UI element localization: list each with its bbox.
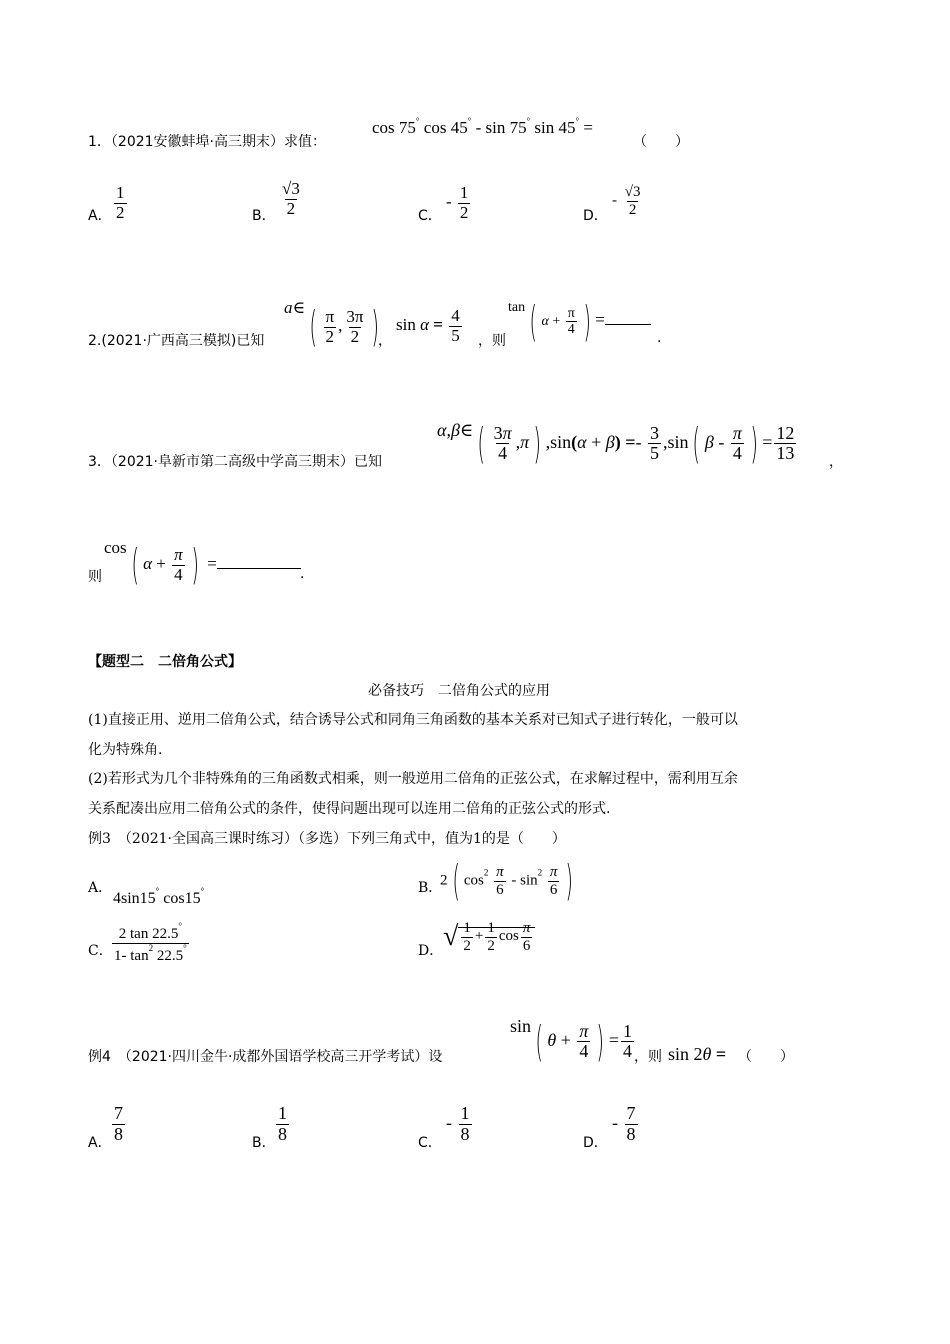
- ex3-option-b-value: 2 ( $\cos^2$ $\frac{\pi}{6}$ - $\sin^2$ $\frac{\pi}{6}$ ): [440, 856, 574, 905]
- ex3-option-d-value: √ $\frac{1}{2}$ + $\frac{1}{2}$ cos $\frac{\pi}{6}$: [443, 920, 535, 954]
- ex4-then: ，则: [634, 1049, 662, 1065]
- q1-formula: cos 75° cos 45° - sin 75° sin 45° =: [372, 116, 593, 137]
- tip-para1-line1: (1)直接正用、逆用二倍角公式，结合诱导公式和同角三角函数的基本关系对已知式子进行转化，一般可以: [88, 712, 738, 728]
- ex3-option-a-value: 4sin15° cos15°: [113, 886, 205, 907]
- tip-para2-line1: (2)若形式为几个非特殊角的三角函数式相乘，则一般逆用二倍角的正弦公式，在求解过程中，需利用互余: [88, 771, 738, 787]
- q3-then: 则: [88, 569, 102, 585]
- ex4-ask-expression: sin 2θ =: [668, 1044, 727, 1064]
- q2-tail: .: [657, 330, 662, 346]
- q1-option-a-label: A．: [88, 208, 112, 224]
- q3-tail: .: [300, 566, 305, 582]
- q1-option-a-value: $\frac{1}{2}$: [116, 183, 125, 222]
- q2-ask-expression: tan ( α + $\frac{\pi}{4}$ ) =: [508, 300, 651, 343]
- ex4-option-a-label: A．: [88, 1135, 112, 1151]
- ex4-option-a-value: $\frac{7}{8}$: [114, 1103, 123, 1144]
- ex3-stem: 例3 （2021·全国高三课时练习）（多选）下列三角式中，值为1的是（ ）: [88, 831, 566, 847]
- ex4-bracket: （ ）: [738, 1049, 794, 1065]
- ex3-option-c-label: C．: [88, 943, 113, 959]
- ex4-option-c-value: - $\frac{1}{8}$: [446, 1103, 470, 1144]
- q3-ask-expression: cos ( α + $\frac{\pi}{4}$ ) =: [104, 538, 301, 586]
- q2-condition-interval: a∈ ( $\frac{\pi}{2}$ , $\frac{3\pi}{2}$ ): [284, 298, 380, 352]
- ex4-option-c-label: C．: [418, 1135, 442, 1151]
- ex3-option-c-value: $\frac{2 \tan 22.5^\circ}{1- \tan^2 22.5^\circ}$: [114, 921, 187, 964]
- ex4-option-b-value: $\frac{1}{8}$: [278, 1103, 287, 1144]
- q3-stem: 3．（2021·阜新市第二高级中学高三期末）已知: [88, 454, 382, 470]
- ex3-option-b-label: B．: [418, 880, 443, 896]
- q2-condition-sin: sin α = $\frac{4}{5}$: [396, 306, 460, 345]
- ex4-condition: sin ( θ + $\frac{\pi}{4}$ ) = $\frac{1}{4}$: [510, 1016, 632, 1066]
- q1-option-b-label: B．: [252, 208, 276, 224]
- q1-bracket: （ ）: [633, 134, 689, 150]
- ex4-option-b-label: B．: [252, 1135, 276, 1151]
- tip-para2-line2: 关系配凑出应用二倍角公式的条件，使得问题出现可以连用二倍角的正弦公式的形式.: [88, 801, 611, 817]
- ex4-option-d-label: D．: [583, 1135, 608, 1151]
- ex4-option-d-value: - $\frac{7}{8}$: [612, 1103, 636, 1144]
- tip-para1-line2: 化为特殊角.: [88, 742, 163, 758]
- q1-option-d-label: D．: [583, 208, 608, 224]
- q1-option-c-label: C．: [418, 208, 442, 224]
- q3-conditions: α,β∈ ( $\frac{3\pi}{4}$ ,π ) ,sin(α + β) =- $\frac{3}{5}$ ,sin ( β - $\frac{\pi}{4}$ ) = $\frac{12}{13}$: [437, 418, 795, 468]
- q2-stem: 2.(2021·广西高三模拟)已知: [88, 333, 265, 349]
- tip-title: 必备技巧 二倍角公式的应用: [368, 683, 550, 699]
- section-title: 【题型二 二倍角公式】: [88, 654, 242, 670]
- q1-option-d-value: - $\frac{√3}{2}$: [612, 184, 641, 218]
- ex3-option-a-label: A．: [88, 880, 113, 896]
- ex3-option-d-label: D．: [418, 943, 444, 959]
- q3-comma: ，: [829, 454, 843, 470]
- q2-comma: ，: [378, 333, 392, 349]
- q1-option-b-value: $\frac{√3}{2}$: [282, 179, 300, 218]
- q1-stem: 1．（2021安徽蚌埠·高三期末）求值：: [88, 134, 326, 150]
- ex4-stem: 例4 （2021·四川金牛·成都外国语学校高三开学考试）设: [88, 1049, 443, 1065]
- q2-then: ，则: [478, 333, 506, 349]
- q1-option-c-value: - $\frac{1}{2}$: [446, 183, 469, 222]
